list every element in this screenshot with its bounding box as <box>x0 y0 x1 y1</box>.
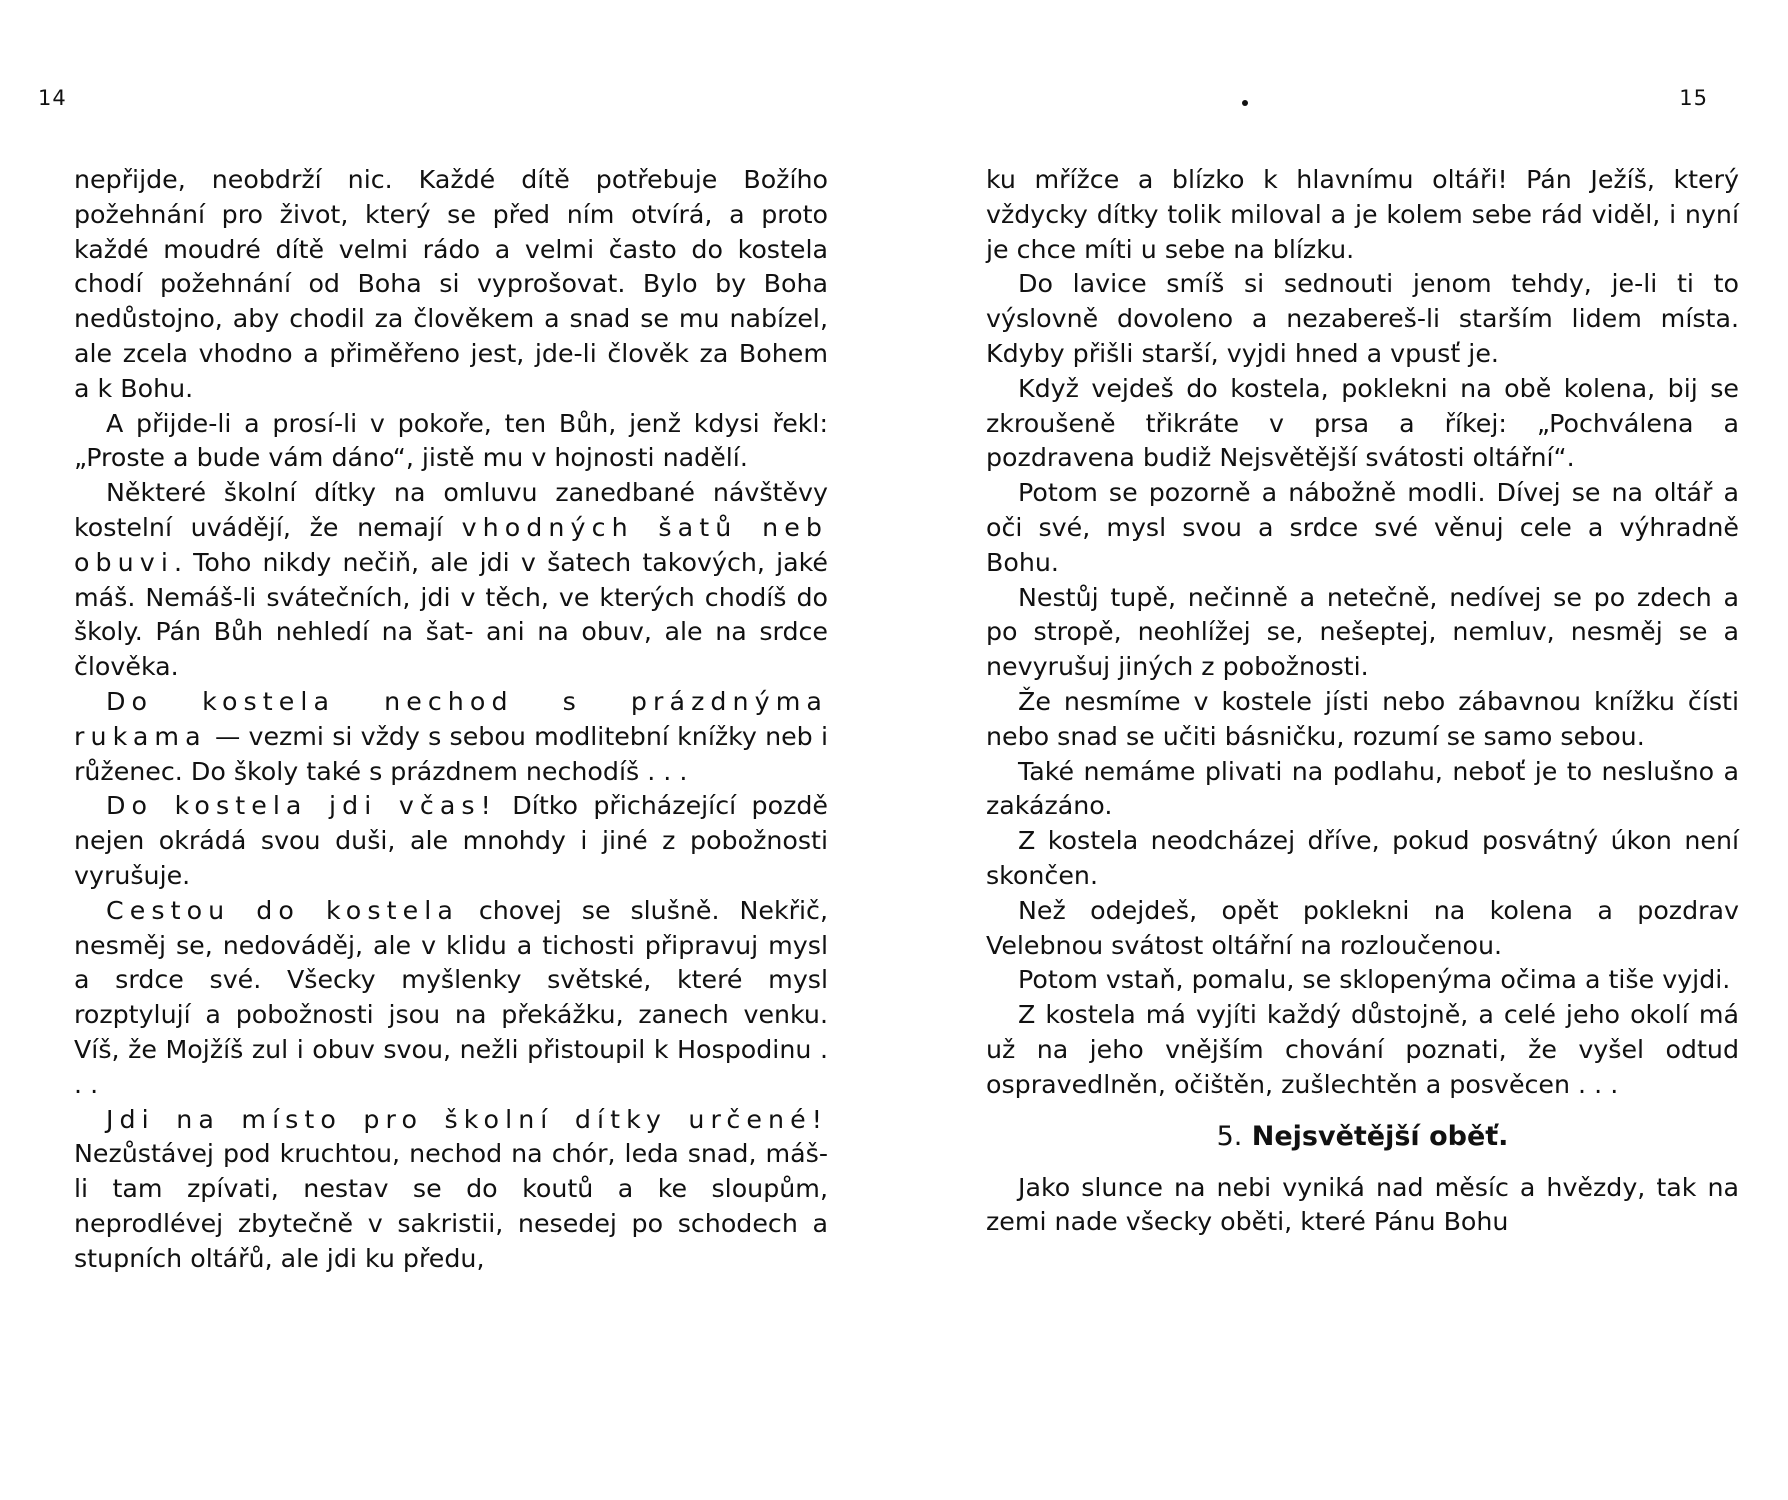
paragraph: ku mřížce a blízko k hlavnímu oltáři! Pán Ježíš, který vždycky dítky tolik miloval a je kolem sebe rád viděl, i nyní je chce míti u sebe na blízku. <box>986 165 1739 264</box>
paragraph <box>74 476 828 685</box>
text-column <box>74 163 828 1277</box>
paragraph: Že nesmíme v kostele jísti nebo zábavnou knížku čísti nebo snad se učiti básničku, rozumí se samo sebou. <box>986 686 1739 751</box>
spaced-emphasis: Jdi na místo pro školní dítky určené! <box>106 1104 828 1134</box>
paragraph: Z kostela neodcházej dříve, pokud posvátný úkon není skončen. <box>986 826 1739 890</box>
paragraph-text: Nezůstávej pod kruchtou, nechod na chór, leda snad, máš-li tam zpívati, nestav se do koutů a ke sloupům, neprodlévej zbytečně v sakristii, nesedej po schodech a stupních oltářů, ale jdi ku předu, <box>74 1139 828 1273</box>
paragraph: Také nemáme plivati na podlahu, neboť je to neslušno a zakázáno. <box>986 756 1739 821</box>
paragraph <box>74 685 828 789</box>
page-number: 14 <box>38 86 67 110</box>
paragraph: Potom se pozorně a nábožně modli. Dívej se na oltář a oči své, mysl svou a srdce své věnuj cele a výhradně Bohu. <box>986 478 1739 577</box>
section-number: 5. <box>1216 1120 1243 1152</box>
paragraph: nepřijde, neobdrží nic. Každé dítě potřebuje Božího požehnání pro život, který se před ním otvírá, a proto každé moudré dítě velmi rádo a velmi často do kostela chodí požehnání od Boha si vyprošovat. Bylo by Boha nedůstojno, aby chodil za člověkem a snad se mu nabízel, ale zcela vhodno a přiměřeno jest, jde-li člověk za Bohem a k Bohu. <box>74 165 828 403</box>
paragraph: Když vejdeš do kostela, poklekni na obě kolena, bij se zkroušeně třikráte v prsa a říkej: „Pochválena a pozdravena budiž Nejsvětější svátosti oltářní“. <box>986 373 1739 473</box>
paragraph: A přijde-li a prosí-li v pokoře, ten Bůh, jenž kdysi řekl: „Proste a bude vám dáno“, jistě mu v hojnosti nadělí. <box>74 408 828 473</box>
spaced-emphasis: vhodných šatů neb obuvi <box>74 512 828 577</box>
paragraph: Než odejdeš, opět poklekni na kolena a pozdrav Velebnou svátost oltářní na rozloučenou. <box>986 895 1739 960</box>
right-page <box>894 0 1788 1500</box>
paragraph-text: chovej se slušně. Nekřič, nesměj se, nedováděj, ale v klidu a tichosti připravuj mysl a srdce své. Všecky myšlenky světské, které mysl rozptylují a pobožnosti jsou na překážku, zanech venku. Víš, že Mojžíš zul i obuv svou, nežli přistoupil k Hospodinu . . . <box>74 895 828 1099</box>
print-speck <box>1242 100 1248 106</box>
spaced-emphasis: Cestou do kostela <box>106 895 459 925</box>
section-title: Nejsvětější oběť. <box>1251 1120 1509 1152</box>
paragraph <box>74 1103 828 1277</box>
paragraph-text: Dítko přicházející pozdě nejen okrádá svou duši, ale mnohdy i jiné z pobožnosti vyrušuje. <box>74 791 828 890</box>
paragraph-text: — vezmi si vždy s sebou modlitební knížky neb i růženec. Do školy také s prázdnem nechodíš . . . <box>74 721 828 786</box>
spaced-emphasis: Do kostela nechod s prázdnýma rukama <box>74 686 828 751</box>
spaced-emphasis: Do kostela jdi včas! <box>106 791 497 821</box>
paragraph <box>74 789 828 893</box>
paragraph: Do lavice smíš si sednouti jenom tehdy, je-li ti to výslovně dovoleno a nezabereš-li starším lidem místa. Kdyby přišli starší, vyjdi hned a vpusť je. <box>986 269 1739 368</box>
page-number: 15 <box>1679 86 1708 110</box>
paragraph: Potom vstaň, pomalu, se sklopenýma očima a tiše vyjdi. <box>1018 965 1731 995</box>
paragraph: Z kostela má vyjíti každý důstojně, a celé jeho okolí má už na jeho vnějším chování poznati, že vyšel odtud ospravedlněn, očištěn, zušlechtěn a posvěcen . . . <box>986 1000 1739 1099</box>
text-column <box>986 163 1739 1240</box>
paragraph <box>74 894 828 1103</box>
paragraph-text: Některé školní dítky na omluvu zanedbané návštěvy kostelní uvádějí, že nemají <box>74 478 828 542</box>
paragraph: Nestůj tupě, nečinně a netečně, nedívej se po zdech a po stropě, neohlížej se, nešeptej, nemluv, nesměj se a nevyrušuj jiných z pobožnosti. <box>986 582 1739 682</box>
paragraph-text: . Toho nikdy nečiň, ale jdi v šatech takových, jaké máš. Nemáš-li svátečních, jdi v těch, ve kterých chodíš do školy. Pán Bůh nehledí na šat- ani na obuv, ale na srdce člověka. <box>74 547 828 682</box>
paragraph: Jako slunce na nebi vyniká nad měsíc a hvězdy, tak na zemi nade všecky oběti, které Pánu Bohu <box>986 1172 1739 1237</box>
section-heading <box>986 1117 1739 1157</box>
